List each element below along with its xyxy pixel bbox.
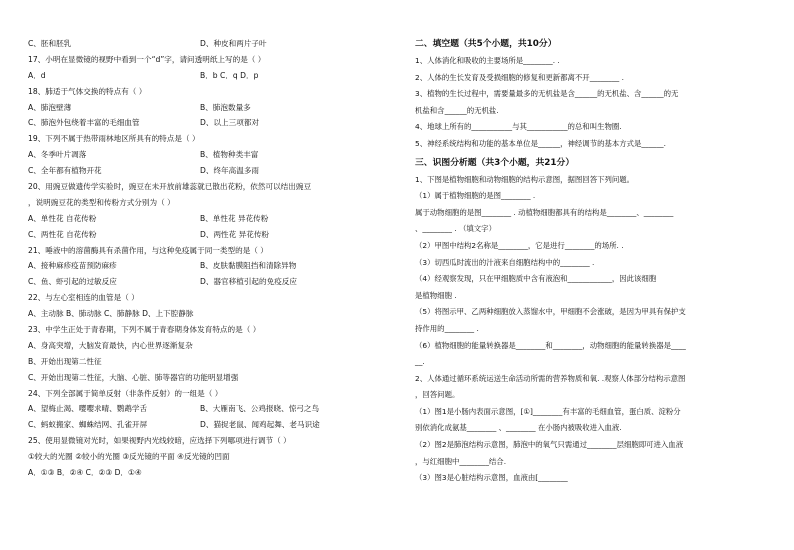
- question-line: [28, 354, 378, 370]
- figure-analysis-line: ，回答问题。: [415, 390, 460, 400]
- figure-analysis-line: 持作用的________ .: [415, 323, 479, 333]
- question-line: [28, 417, 378, 433]
- question-text: 24、下列全部属于简单反射（非条件反射）的一组是（ ）: [28, 388, 223, 398]
- question-text: 20、用豌豆做遗传学实验时，豌豆在未开放前雄蕊就已散出花粉，依然可以结出豌豆: [28, 182, 312, 192]
- question-text: 18、肺适于气体交换的特点有（ ）: [28, 86, 147, 96]
- question-line: [28, 370, 378, 386]
- option-text: B、植物种类丰富: [200, 150, 259, 160]
- question-text: A、肺泡壁薄: [28, 102, 72, 112]
- question-text: A．①③ B．②④ C．②③ D．①④: [28, 468, 142, 478]
- question-line: [28, 274, 378, 290]
- question-line: [28, 68, 378, 84]
- question-line: [28, 211, 378, 227]
- figure-analysis-line: （2）甲图中结构2名称是________，它是进行________的场所. .: [415, 240, 624, 250]
- section-figure-analysis-body: [415, 172, 767, 487]
- question-line: [28, 306, 378, 322]
- question-text: C、鱼、虾引起的过敏反应: [28, 277, 117, 287]
- question-line: [28, 243, 378, 259]
- figure-analysis-line: （1）图1是小肠内表面示意图，[①]________有丰富的毛细血管，蛋白质、淀粉分: [415, 406, 681, 416]
- question-text: A、身高突增，大脑发育最快，内心世界逐渐复杂: [28, 340, 193, 350]
- figure-analysis-line: 别依消化成氨基________ 、________ 在小肠内被吸收进入血液.: [415, 423, 622, 433]
- right-column: [415, 36, 767, 487]
- question-text: ①较大的光圈 ②较小的光圈 ③反光镜的平面 ④反光镜的凹面: [28, 452, 230, 462]
- question-line: [28, 386, 378, 402]
- question-text: C、开始出现第二性征，大脑、心脏、肺等器官的功能明显增强: [28, 372, 239, 382]
- question-text: A、接种麻疹疫苗预防麻疹: [28, 261, 117, 271]
- figure-analysis-line: 、________ . （填文字）: [415, 224, 496, 234]
- option-text: D、猫捉老鼠、闻鸡起舞、老马识途: [200, 420, 320, 430]
- option-text: B、单性花 异花传粉: [200, 213, 269, 223]
- option-text: D、终年高温多雨: [200, 166, 260, 176]
- question-line: [28, 52, 378, 68]
- question-line: [28, 227, 378, 243]
- figure-analysis-line: 1、下图是植物细胞和动物细胞的结构示意图，据图回答下列问题。: [415, 174, 635, 184]
- figure-analysis-line: 属于动物细胞的是图________ . 动植物细胞都具有的结构是________、________: [415, 207, 674, 217]
- fill-in-question: 3、植物的生长过程中，需要量最多的无机盐是含______的无机盐、含______的无: [415, 89, 679, 99]
- fill-in-question: 1、人体消化和吸收的主要场所是________. .: [415, 56, 560, 65]
- option-text: D、种皮和两片子叶: [200, 39, 267, 48]
- question-text: C、肺泡外包绕着丰富的毛细血管: [28, 118, 140, 128]
- figure-analysis-line: 2、人体通过循环系统运送生命活动所需的营养物质和氧. .观察人体部分结构示意图: [415, 373, 686, 383]
- question-text: A、冬季叶片凋落: [28, 150, 87, 160]
- question-line: [28, 147, 378, 163]
- figure-analysis-line: （6）植物细胞的能量转换器是________和________，动物细胞的能量转换器是____: [415, 340, 686, 350]
- figure-analysis-line: 是植物细胞 .: [415, 290, 457, 300]
- section-fill-in-body: [415, 53, 767, 153]
- question-text: 23、中学生正处于青春期，下列不属于青春期身体发育特点的是（ ）: [28, 325, 261, 335]
- figure-analysis-line: ，与红细胞中________结合.: [415, 456, 507, 466]
- question-text: 22、与左心室相连的血管是（ ）: [28, 293, 139, 303]
- question-text: A、望梅止渴、嘤嘤求晴、鹦鹉学舌: [28, 404, 148, 414]
- left-column: [28, 36, 378, 481]
- question-line: [28, 465, 378, 481]
- section-fill-in-title: 二、填空题（共5个小题，共10分）: [415, 39, 557, 49]
- figure-analysis-line: （5）将图示甲、乙两种细胞放入蒸馏水中，甲细胞不会涨破，是因为甲具有保护支: [415, 307, 686, 317]
- fill-in-question: 4、地球上所有的___________与其___________的总和叫生物圈.: [415, 122, 622, 132]
- question-line: [28, 100, 378, 116]
- question-line: [28, 115, 378, 131]
- question-text: ，说明豌豆花的类型和传粉方式分别为（ ）: [28, 197, 175, 207]
- option-text: B．b C．q D．p: [200, 70, 259, 80]
- figure-analysis-line: （4）经观察发现，只在甲细胞质中含有液泡和____________，因此该细胞: [415, 274, 657, 284]
- question-line: [28, 449, 378, 465]
- option-text: D、器官移植引起的免疫反应: [200, 277, 297, 287]
- question-line: [28, 131, 378, 147]
- question-text: B、开始出现第二性征: [28, 356, 102, 366]
- fill-in-question: 2、人体的生长发育及受损细胞的修复和更新都离不开________ .: [415, 72, 624, 82]
- question-line: [28, 322, 378, 338]
- question-line: [28, 290, 378, 306]
- question-text: 19、下列不属于热带雨林地区所具有的特点是（ ）: [28, 134, 200, 144]
- question-line: [28, 84, 378, 100]
- option-text: D、以上三项都对: [200, 118, 260, 128]
- question-line: [28, 401, 378, 417]
- fill-in-question: 5、神经系统结构和功能的基本单位是______，神经调节的基本方式是______.: [415, 138, 666, 148]
- question-line: [28, 36, 378, 52]
- question-text: A、主动脉 B、肺动脉 C、肺静脉 D、上下腔静脉: [28, 309, 194, 319]
- question-text: C、胚和胚乳: [28, 39, 72, 48]
- figure-analysis-line: （3）图3是心脏结构示意图，血液由[________: [415, 473, 568, 483]
- section-figure-analysis-title: 三、识图分析题（共3个小题，共21分）: [415, 157, 575, 168]
- question-line: [28, 258, 378, 274]
- figure-analysis-line: （2）图2是肺泡结构示意图，肺泡中的氧气只需通过________层细胞即可进入血液: [415, 440, 684, 450]
- question-line: [28, 179, 378, 195]
- figure-analysis-line: （3）切西瓜时流出的汁液来自细胞结构中的________ .: [415, 257, 595, 267]
- question-line: [28, 338, 378, 354]
- question-text: C、两性花 自花传粉: [28, 229, 97, 239]
- question-text: 25、使用显微镜对光时，如果视野内光线较暗，应选择下列哪项进行调节（ ）: [28, 436, 291, 446]
- option-text: B、皮肤黏膜阻挡和清除异物: [200, 261, 297, 271]
- question-text: A、单性花 自花传粉: [28, 213, 97, 223]
- question-text: 17、小明在显微镜的视野中看到一个“d”字，请问透明纸上写的是（ ）: [28, 54, 266, 64]
- question-text: C、蚂蚁搬家、蜘蛛结网、孔雀开屏: [28, 420, 148, 430]
- figure-analysis-line: （1）属于植物细胞的是图________ .: [415, 191, 536, 201]
- question-line: [28, 433, 378, 449]
- option-text: B、大雁南飞、公鸡报晓、惊弓之鸟: [200, 404, 320, 414]
- option-text: D、两性花 异花传粉: [200, 229, 270, 239]
- question-line: [28, 163, 378, 179]
- figure-analysis-line: __.: [415, 357, 425, 367]
- fill-in-question: 机盐和含______的无机盐.: [415, 105, 499, 115]
- option-text: B、肺泡数量多: [200, 102, 251, 112]
- question-text: 21、唾液中的溶菌酶具有杀菌作用，与这种免疫属于同一类型的是（ ）: [28, 245, 268, 255]
- question-text: C、全年都有植物开花: [28, 166, 102, 176]
- question-line: [28, 195, 378, 211]
- question-text: A．d: [28, 70, 46, 80]
